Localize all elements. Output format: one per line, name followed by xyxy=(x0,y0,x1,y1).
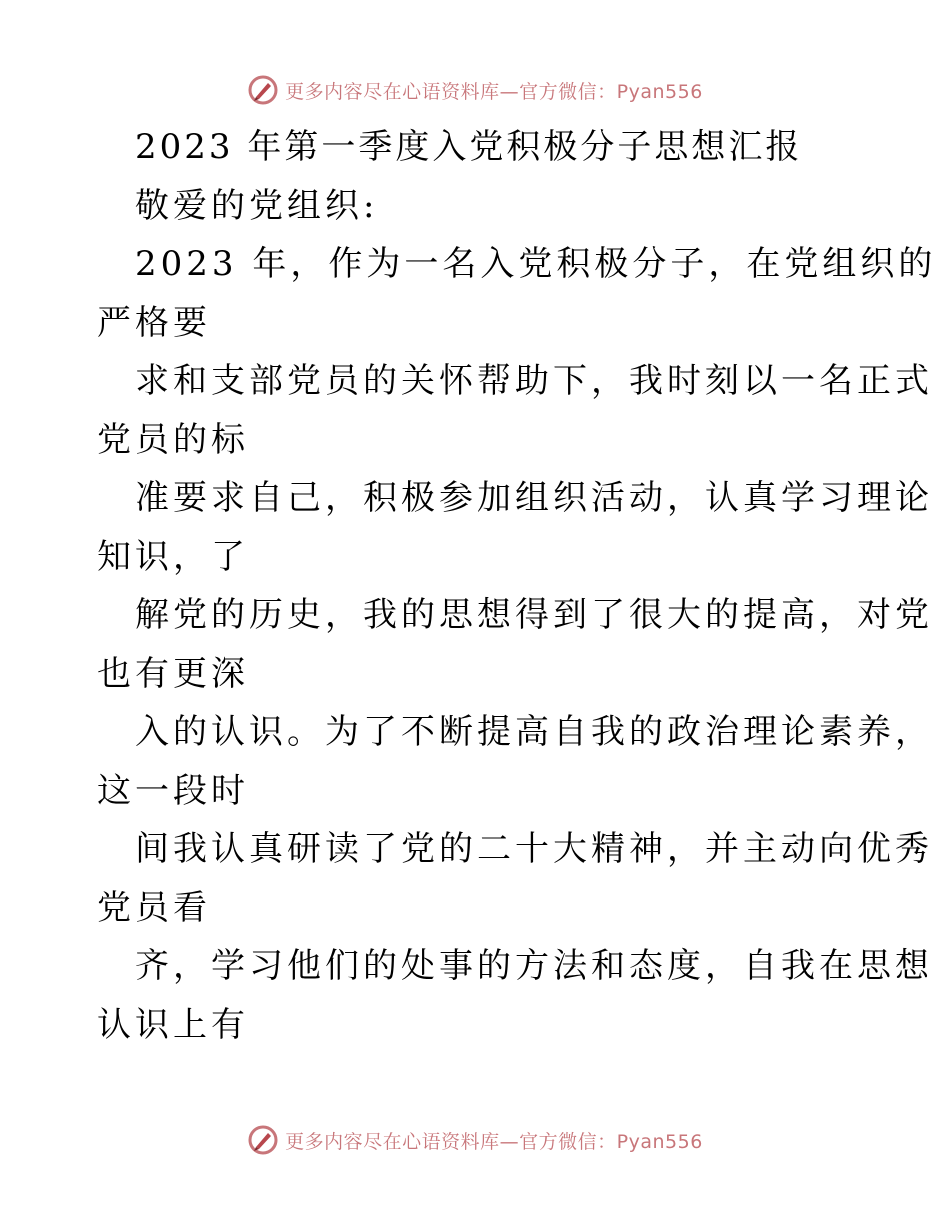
footer-banner-text: 更多内容尽在心语资料库—官方微信：Pyan556 xyxy=(285,1130,703,1153)
paragraph-line: 这一段时 xyxy=(97,770,249,811)
paragraph-line: 党员的标 xyxy=(97,419,249,460)
paragraph-line: 间我认真研读了党的二十大精神，并主动向优秀 xyxy=(135,829,933,869)
paragraph-line: 准要求自己，积极参加组织活动，认真学习理论 xyxy=(135,478,933,518)
paragraph-line: 严格要 xyxy=(97,302,211,343)
paragraph-line: 党员看 xyxy=(97,887,211,928)
salutation: 敬爱的党组织: xyxy=(135,185,379,226)
paragraph-line: 也有更深 xyxy=(97,653,249,694)
paragraph-line: 入的认识。为了不断提高自我的政治理论素养， xyxy=(135,712,933,752)
footer-banner xyxy=(0,1120,950,1160)
paragraph-line: 求和支部党员的关怀帮助下，我时刻以一名正式 xyxy=(135,361,933,401)
header-banner xyxy=(0,70,950,110)
pen-in-circle-icon xyxy=(247,74,279,106)
paragraph-line: 齐，学习他们的处事的方法和态度，自我在思想 xyxy=(135,946,933,986)
pen-in-circle-icon xyxy=(247,1124,279,1156)
paragraph-line: 2023 年，作为一名入党积极分子，在党组织的 xyxy=(135,244,937,284)
paragraph-line: 解党的历史，我的思想得到了很大的提高，对党 xyxy=(135,595,933,635)
document-title: 2023 年第一季度入党积极分子思想汇报 xyxy=(135,127,803,167)
paragraph-line: 知识，了 xyxy=(97,536,249,577)
paragraph-line: 认识上有 xyxy=(97,1004,249,1045)
header-banner-text: 更多内容尽在心语资料库—官方微信：Pyan556 xyxy=(285,80,703,103)
document-body xyxy=(97,118,937,1054)
